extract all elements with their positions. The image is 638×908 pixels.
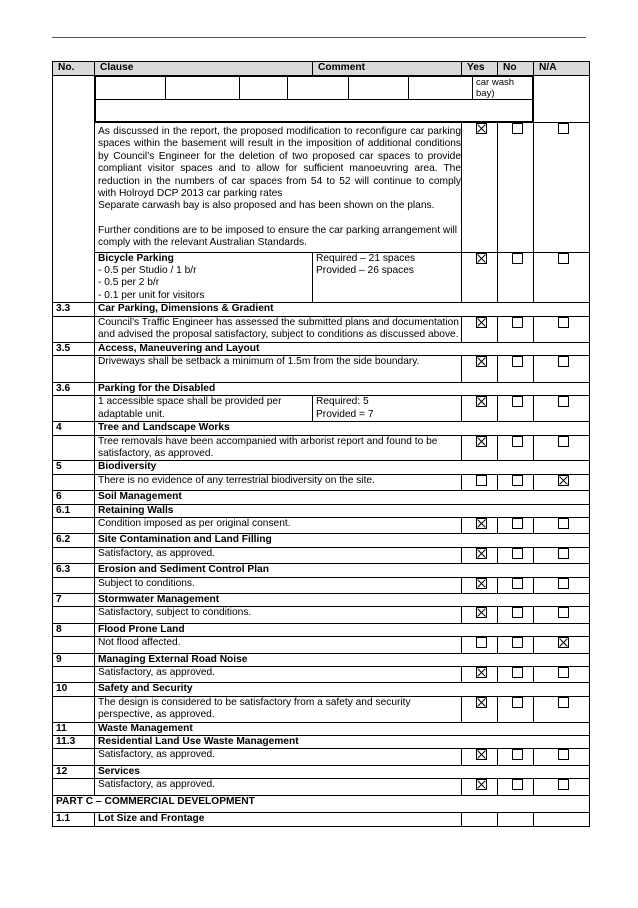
clause-title: Residential Land Use Waste Management: [95, 736, 590, 749]
checkbox-yes-checked[interactable]: [476, 667, 487, 678]
carwash-note: car wash bay): [473, 77, 533, 100]
clause-number: 10: [53, 683, 95, 696]
table-row: [53, 435, 590, 461]
table-header-row: [53, 62, 590, 76]
na-cell: [534, 435, 590, 461]
yes-cell: [462, 812, 498, 826]
section-heading-row: [53, 683, 590, 696]
disabled-required: Required: 5: [316, 396, 369, 408]
checkbox-no[interactable]: [512, 356, 523, 367]
section-heading-row: [53, 722, 590, 735]
bicycle-clause: [95, 252, 313, 303]
checkbox-yes-checked[interactable]: [476, 436, 487, 447]
section-heading-row: [53, 303, 590, 316]
clause-title: Soil Management: [95, 491, 590, 504]
table-row: [53, 607, 590, 623]
clause-title: Safety and Security: [95, 683, 590, 696]
clause-title: Parking for the Disabled: [95, 382, 590, 395]
parking-para-2: Separate carwash bay is also proposed and has been shown on the plans.: [98, 200, 435, 212]
na-cell: [534, 749, 590, 765]
no-cell: [53, 316, 95, 342]
no-cell: [53, 355, 95, 382]
checkbox-na[interactable]: [558, 518, 569, 529]
checkbox-no[interactable]: [512, 317, 523, 328]
clause-comment: The design is considered to be satisfactory from a safety and security perspective, as approved.: [95, 696, 462, 722]
bicycle-item: - 0.5 per 2 b/r: [98, 277, 160, 289]
checkbox-yes[interactable]: [476, 475, 487, 486]
no-cell: [53, 517, 95, 533]
checkbox-na-checked[interactable]: [558, 637, 569, 648]
section-heading-row: [53, 461, 590, 474]
clause-comment: Satisfactory, as approved.: [95, 749, 462, 765]
clause-title: Lot Size and Frontage: [95, 812, 462, 826]
no-cell: [498, 749, 534, 765]
table-row: [53, 637, 590, 653]
no-cell: [53, 637, 95, 653]
checkbox-yes-checked[interactable]: [476, 578, 487, 589]
checkbox-yes-checked[interactable]: [476, 749, 487, 760]
bicycle-required: Required – 21 spaces: [316, 252, 416, 264]
disabled-comment: [313, 396, 462, 422]
col-header-na: N/A: [534, 62, 590, 76]
table-row: [53, 577, 590, 593]
section-heading-row: [53, 342, 590, 355]
no-cell: [498, 547, 534, 563]
na-cell: [534, 396, 590, 422]
no-cell: [53, 474, 95, 490]
no-cell: [53, 547, 95, 563]
parking-para-1: As discussed in the report, the proposed modification to reconfigure car parking spaces within the basement will result in the imposition of additional conditions by Council’s Engineer for the deletion of two proposed car spaces to provide compliant visitor spaces and to allow for sufficient manoeuvring area. The reduction in the numbers of car spaces from 54 to 52 will continue to comply with Holroyd DCP 2013 car parking rates: [98, 126, 461, 200]
no-cell: [53, 667, 95, 683]
subgrid-cell: [409, 77, 473, 100]
na-cell: [534, 607, 590, 623]
na-cell: [534, 779, 590, 795]
checkbox-no[interactable]: [512, 436, 523, 447]
clause-comment: Satisfactory, as approved.: [95, 779, 462, 795]
no-cell: [498, 316, 534, 342]
subgrid-cell: [349, 77, 409, 100]
section-heading-row: [53, 594, 590, 607]
checkbox-na-checked[interactable]: [558, 475, 569, 486]
bicycle-item: - 0.1 per unit for visitors: [98, 289, 205, 301]
na-cell: [534, 547, 590, 563]
yes-cell: [462, 779, 498, 795]
clause-title: Erosion and Sediment Control Plan: [95, 564, 590, 577]
checkbox-yes-checked[interactable]: [476, 697, 487, 708]
subgrid-cell: [95, 76, 534, 123]
na-cell: [534, 517, 590, 533]
yes-cell: [462, 667, 498, 683]
checkbox-no[interactable]: [512, 475, 523, 486]
checkbox-yes-checked[interactable]: [476, 317, 487, 328]
checkbox-no[interactable]: [512, 253, 523, 264]
clause-title: Services: [95, 765, 590, 778]
disabled-provided: Provided = 7: [316, 408, 374, 420]
checkbox-no[interactable]: [512, 667, 523, 678]
na-cell: [534, 812, 590, 826]
no-cell: [498, 667, 534, 683]
subgrid-cell: [288, 77, 349, 100]
checkbox-no[interactable]: [512, 518, 523, 529]
clause-title: Managing External Road Noise: [95, 653, 590, 666]
checkbox-na[interactable]: [558, 317, 569, 328]
na-cell: [534, 355, 590, 382]
table-row: [53, 667, 590, 683]
checkbox-na[interactable]: [558, 548, 569, 559]
checkbox-no[interactable]: [512, 548, 523, 559]
checkbox-na[interactable]: [558, 667, 569, 678]
clause-number: 5: [53, 461, 95, 474]
parking-discussion: [95, 123, 462, 253]
subgrid-cell: [240, 77, 288, 100]
clause-comment: Council’s Traffic Engineer has assessed the submitted plans and documentation and advised the proposal satisfactory, subject to conditions as discussed above.: [95, 316, 462, 342]
checkbox-no[interactable]: [512, 578, 523, 589]
checkbox-na[interactable]: [558, 396, 569, 407]
clause-comment: Not flood affected.: [95, 637, 462, 653]
no-cell: [498, 123, 534, 253]
clause-comment: Satisfactory, as approved.: [95, 667, 462, 683]
clause-number: 6.1: [53, 504, 95, 517]
no-cell: [53, 749, 95, 765]
no-cell: [498, 637, 534, 653]
clause-number: 4: [53, 422, 95, 435]
no-cell: [498, 474, 534, 490]
subgrid-cell: [96, 100, 533, 122]
clause-title: Stormwater Management: [95, 594, 590, 607]
subgrid-cell: [96, 77, 166, 100]
header-rule: [52, 37, 586, 38]
table-row: [53, 779, 590, 795]
clause-number: 9: [53, 653, 95, 666]
section-heading-row: [53, 623, 590, 636]
parking-para-3: Further conditions are to be imposed to ensure the car parking arrangement will comply with the relevant Australian Standards.: [98, 224, 458, 249]
checkbox-yes-checked[interactable]: [476, 123, 487, 134]
table-row: [53, 252, 590, 303]
yes-cell: [462, 749, 498, 765]
col-header-yes: Yes: [462, 62, 498, 76]
clause-comment: Tree removals have been accompanied with arborist report and found to be satisfactory, as approved.: [95, 435, 462, 461]
no-cell: [498, 696, 534, 722]
yes-cell: [462, 252, 498, 303]
clause-number: 7: [53, 594, 95, 607]
bicycle-comment: [313, 252, 462, 303]
table-row: [53, 517, 590, 533]
na-cell: [534, 696, 590, 722]
yes-cell: [462, 435, 498, 461]
checkbox-no[interactable]: [512, 749, 523, 760]
section-heading-row: [53, 564, 590, 577]
clause-number: 3.5: [53, 342, 95, 355]
no-cell: [498, 607, 534, 623]
clause-comment: Condition imposed as per original consent.: [95, 517, 462, 533]
no-cell: [498, 812, 534, 826]
section-heading-row: [53, 491, 590, 504]
checkbox-na[interactable]: [558, 436, 569, 447]
clause-title: Car Parking, Dimensions & Gradient: [95, 303, 590, 316]
checkbox-yes-checked[interactable]: [476, 779, 487, 790]
clause-number: 12: [53, 765, 95, 778]
clause-comment: Driveways shall be setback a minimum of 1.5m from the side boundary.: [95, 355, 462, 382]
clause-title: Waste Management: [95, 722, 590, 735]
col-header-clause: Clause: [95, 62, 313, 76]
yes-cell: [462, 123, 498, 253]
checkbox-yes-checked[interactable]: [476, 253, 487, 264]
checkbox-na[interactable]: [558, 779, 569, 790]
checkbox-yes-checked[interactable]: [476, 518, 487, 529]
checkbox-na[interactable]: [558, 123, 569, 134]
clause-comment: 1 accessible space shall be provided per adaptable unit.: [95, 396, 313, 422]
clause-title: Biodiversity: [95, 461, 590, 474]
checkbox-no[interactable]: [512, 396, 523, 407]
checkbox-no[interactable]: [512, 697, 523, 708]
yes-cell: [462, 607, 498, 623]
na-cell: [534, 316, 590, 342]
na-cell: [534, 252, 590, 303]
yes-cell: [462, 396, 498, 422]
no-cell: [53, 435, 95, 461]
clause-title: Retaining Walls: [95, 504, 590, 517]
clause-number: 6.3: [53, 564, 95, 577]
checkbox-yes-checked[interactable]: [476, 548, 487, 559]
table-row: [53, 396, 590, 422]
na-cell: [534, 474, 590, 490]
section-heading-row: [53, 812, 590, 826]
na-cell: [534, 76, 590, 123]
no-cell: [53, 76, 95, 303]
subgrid-cell: [166, 77, 240, 100]
no-cell: [498, 779, 534, 795]
no-cell: [498, 396, 534, 422]
no-cell: [53, 396, 95, 422]
table-row: [53, 547, 590, 563]
subgrid-row: [96, 77, 533, 100]
section-heading-row: [53, 382, 590, 395]
na-cell: [534, 637, 590, 653]
clause-number: 1.1: [53, 812, 95, 826]
yes-cell: [462, 517, 498, 533]
section-heading-row: [53, 504, 590, 517]
no-cell: [498, 252, 534, 303]
bicycle-provided: Provided – 26 spaces: [316, 265, 414, 277]
na-cell: [534, 123, 590, 253]
clause-title: Access, Maneuvering and Layout: [95, 342, 590, 355]
yes-cell: [462, 637, 498, 653]
checkbox-na[interactable]: [558, 749, 569, 760]
clause-comment: Subject to conditions.: [95, 577, 462, 593]
part-heading-row: [53, 795, 590, 812]
checkbox-yes-checked[interactable]: [476, 396, 487, 407]
clause-title: Site Contamination and Land Filling: [95, 534, 590, 547]
clause-number: 6: [53, 491, 95, 504]
clause-number: 8: [53, 623, 95, 636]
subgrid: [95, 76, 533, 122]
compliance-table: [52, 61, 590, 827]
section-heading-row: [53, 736, 590, 749]
section-heading-row: [53, 422, 590, 435]
no-cell: [498, 435, 534, 461]
no-cell: [498, 577, 534, 593]
yes-cell: [462, 316, 498, 342]
checkbox-na[interactable]: [558, 253, 569, 264]
yes-cell: [462, 355, 498, 382]
yes-cell: [462, 696, 498, 722]
checkbox-no[interactable]: [512, 607, 523, 618]
clause-comment: There is no evidence of any terrestrial biodiversity on the site.: [95, 474, 462, 490]
no-cell: [53, 577, 95, 593]
section-heading-row: [53, 534, 590, 547]
table-row: [53, 355, 590, 382]
table-row: [53, 316, 590, 342]
checkbox-no[interactable]: [512, 637, 523, 648]
table-row: [53, 696, 590, 722]
checkbox-yes-checked[interactable]: [476, 607, 487, 618]
checkbox-yes-checked[interactable]: [476, 356, 487, 367]
no-cell: [498, 517, 534, 533]
subgrid-row: [96, 100, 533, 122]
yes-cell: [462, 547, 498, 563]
bicycle-title: Bicycle Parking: [98, 252, 174, 264]
clause-comment: Satisfactory, subject to conditions.: [95, 607, 462, 623]
checkbox-na[interactable]: [558, 578, 569, 589]
yes-cell: [462, 474, 498, 490]
clause-number: 6.2: [53, 534, 95, 547]
bicycle-item: - 0.5 per Studio / 1 b/r: [98, 265, 197, 277]
table-row: [53, 76, 590, 123]
clause-title: Tree and Landscape Works: [95, 422, 590, 435]
clause-number: 11: [53, 722, 95, 735]
no-cell: [53, 779, 95, 795]
table-row: [53, 474, 590, 490]
checkbox-na[interactable]: [558, 356, 569, 367]
section-heading-row: [53, 765, 590, 778]
yes-cell: [462, 577, 498, 593]
table-row: [53, 749, 590, 765]
checkbox-yes[interactable]: [476, 637, 487, 648]
clause-number: 3.6: [53, 382, 95, 395]
section-heading-row: [53, 653, 590, 666]
clause-number: 11.3: [53, 736, 95, 749]
part-c-heading: PART C – COMMERCIAL DEVELOPMENT: [53, 795, 590, 812]
col-header-no: No: [498, 62, 534, 76]
table-row: [53, 123, 590, 253]
na-cell: [534, 577, 590, 593]
clause-number: 3.3: [53, 303, 95, 316]
checkbox-na[interactable]: [558, 607, 569, 618]
no-cell: [53, 696, 95, 722]
col-header-no: No.: [53, 62, 95, 76]
no-cell: [498, 355, 534, 382]
checkbox-no[interactable]: [512, 779, 523, 790]
col-header-comment: Comment: [313, 62, 462, 76]
clause-comment: Satisfactory, as approved.: [95, 547, 462, 563]
checkbox-na[interactable]: [558, 697, 569, 708]
clause-title: Flood Prone Land: [95, 623, 590, 636]
checkbox-no[interactable]: [512, 123, 523, 134]
na-cell: [534, 667, 590, 683]
no-cell: [53, 607, 95, 623]
